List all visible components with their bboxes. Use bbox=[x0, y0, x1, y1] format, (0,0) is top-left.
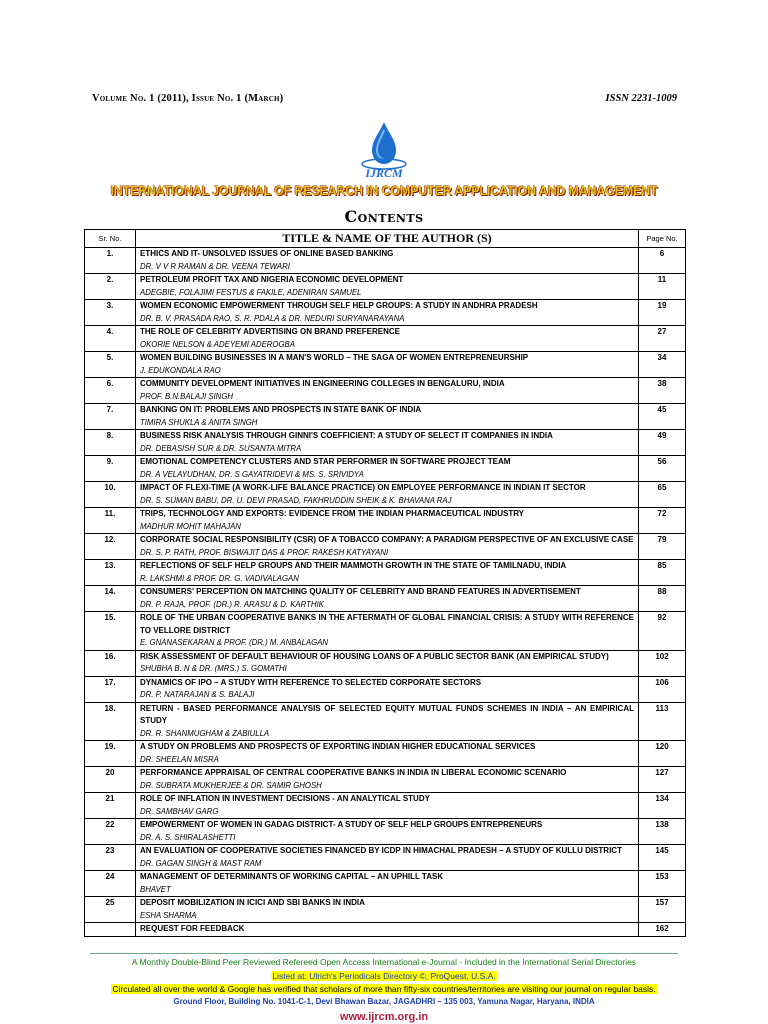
title-cell bbox=[136, 923, 639, 937]
table-row bbox=[85, 560, 686, 586]
article-title[interactable]: REQUEST FOR FEEDBACK bbox=[140, 924, 245, 933]
article-title[interactable]: PETROLEUM PROFIT TAX AND NIGERIA ECONOMIC DEVELOPMENT bbox=[140, 275, 404, 284]
page-no-cell: 65 bbox=[639, 482, 686, 508]
table-row bbox=[85, 871, 686, 897]
table-row bbox=[85, 819, 686, 845]
title-cell bbox=[136, 404, 639, 430]
sr-no-cell: 22 bbox=[85, 819, 136, 845]
footer-address: Ground Floor, Building No. 1041-C-1, Devi Bhawan Bazar, JAGADHRI – 135 003, Yamuna Nagar, Haryana, INDIA bbox=[173, 997, 595, 1006]
page-no-cell: 49 bbox=[639, 430, 686, 456]
article-title[interactable]: IMPACT OF FLEXI-TIME (A WORK-LIFE BALANCE PRACTICE) ON EMPLOYEE PERFORMANCE IN INDIAN IT SECTOR bbox=[140, 483, 586, 492]
contents-table bbox=[84, 229, 686, 937]
table-header-row bbox=[85, 230, 686, 248]
page-no-cell: 85 bbox=[639, 560, 686, 586]
sr-no-cell: 21 bbox=[85, 793, 136, 819]
title-cell bbox=[136, 482, 639, 508]
sr-no-cell: 12. bbox=[85, 534, 136, 560]
table-row bbox=[85, 274, 686, 300]
article-title[interactable]: TRIPS, TECHNOLOGY AND EXPORTS: EVIDENCE FROM THE INDIAN PHARMACEUTICAL INDUSTRY bbox=[140, 509, 525, 518]
article-authors: DR. GAGAN SINGH & MAST RAM bbox=[140, 858, 262, 868]
title-cell bbox=[136, 560, 639, 586]
title-cell bbox=[136, 845, 639, 871]
sr-no-cell: 10. bbox=[85, 482, 136, 508]
sr-no-cell: 11. bbox=[85, 508, 136, 534]
article-authors: DR. S. P. RATH, PROF. BISWAJIT DAS & PROF. RAKESH KATYAYANI bbox=[140, 547, 389, 557]
logo-text: IJRCM bbox=[365, 166, 403, 180]
sr-no-cell: 19. bbox=[85, 741, 136, 767]
title-cell bbox=[136, 650, 639, 676]
volume-issue: Volume No. 1 (2011), Issue No. 1 (March) bbox=[92, 93, 284, 104]
article-authors: PROF. B.N.BALAJI SINGH bbox=[140, 391, 234, 401]
page-no-cell: 120 bbox=[639, 741, 686, 767]
article-authors: BHAVET bbox=[140, 884, 171, 894]
table-row bbox=[85, 741, 686, 767]
journal-title: INTERNATIONAL JOURNAL OF RESEARCH IN COMPUTER APPLICATION AND MANAGEMENT bbox=[110, 184, 658, 198]
title-cell bbox=[136, 586, 639, 612]
sr-no-cell: 8. bbox=[85, 430, 136, 456]
article-authors: SHUBHA B. N & DR. (MRS.) S. GOMATHI bbox=[140, 664, 287, 673]
article-title[interactable]: BANKING ON IT: PROBLEMS AND PROSPECTS IN STATE BANK OF INDIA bbox=[140, 405, 422, 414]
sr-no-cell: 17. bbox=[85, 676, 136, 702]
page-no-cell: 153 bbox=[639, 871, 686, 897]
page-no-cell: 6 bbox=[639, 248, 686, 274]
page-no-header: Page No. bbox=[639, 230, 686, 248]
sr-no-cell: 15. bbox=[85, 612, 136, 651]
sr-no-cell: 4. bbox=[85, 326, 136, 352]
table-row bbox=[85, 404, 686, 430]
table-row bbox=[85, 456, 686, 482]
footer-tagline: A Monthly Double-Blind Peer Reviewed Refereed Open Access International e-Journal - Included in the International Serial Directories bbox=[131, 957, 637, 967]
footer-listing bbox=[0, 971, 768, 981]
article-authors: DR. R. SHANMUGHAM & ZABIULLA bbox=[140, 728, 270, 738]
page-no-cell: 102 bbox=[639, 650, 686, 676]
footer-rule bbox=[90, 953, 678, 954]
table-row bbox=[85, 702, 686, 741]
article-authors: DR. SHEELAN MISRA bbox=[140, 754, 219, 764]
page-no-cell: 88 bbox=[639, 586, 686, 612]
article-title[interactable]: ROLE OF THE URBAN COOPERATIVE BANKS IN THE AFTERMATH OF GLOBAL FINANCIAL CRISIS: A STUDY WITH REFERENCE TO VELLORE DISTRICT bbox=[140, 613, 634, 635]
issn: ISSN 2231-1009 bbox=[605, 93, 677, 104]
article-title[interactable]: RETURN - BASED PERFORMANCE ANALYSIS OF SELECTED EQUITY MUTUAL FUNDS SCHEMES IN INDIA – AN EMPIRICAL STUDY bbox=[140, 703, 634, 725]
title-header: TITLE & NAME OF THE AUTHOR (S) bbox=[136, 230, 639, 248]
article-title[interactable]: DYNAMICS OF IPO – A STUDY WITH REFERENCE TO SELECTED CORPORATE SECTORS bbox=[140, 677, 482, 687]
page-no-cell: 113 bbox=[639, 702, 686, 741]
article-authors: DR. A VELAYUDHAN, DR. S GAYATRIDEVI & MS. S. SRIVIDYA bbox=[140, 469, 364, 479]
table-row bbox=[85, 248, 686, 274]
article-authors: DR. B. V. PRASADA RAO, S. R. PDALA & DR. NEDURI SURYANARAYANA bbox=[140, 313, 405, 323]
article-authors: DR. SUBRATA MUKHERJEE & DR. SAMIR GHOSH bbox=[140, 780, 322, 790]
article-title[interactable]: WOMEN BUILDING BUSINESSES IN A MAN'S WORLD – THE SAGA OF WOMEN ENTREPRENEURSHIP bbox=[140, 353, 529, 362]
table-row bbox=[85, 482, 686, 508]
article-authors: ADEGBIE, FOLAJIMI FESTUS & FAKILE, ADENIRAN SAMUEL bbox=[140, 287, 362, 297]
title-cell bbox=[136, 508, 639, 534]
table-row bbox=[85, 586, 686, 612]
sr-no-cell: 24 bbox=[85, 871, 136, 897]
title-cell bbox=[136, 300, 639, 326]
running-header bbox=[92, 93, 677, 107]
page-no-cell: 79 bbox=[639, 534, 686, 560]
table-row bbox=[85, 508, 686, 534]
article-authors: DR. A. S. SHIRALASHETTI bbox=[140, 832, 236, 842]
table-row bbox=[85, 793, 686, 819]
sr-no-cell: 9. bbox=[85, 456, 136, 482]
title-cell bbox=[136, 897, 639, 923]
ijrcm-logo bbox=[352, 120, 416, 180]
footer-listing-text: Listed at: Ulrich's Periodicals Directory ©, ProQuest, U.S.A. bbox=[272, 971, 496, 981]
sr-no-cell: 7. bbox=[85, 404, 136, 430]
page-no-cell: 72 bbox=[639, 508, 686, 534]
article-title[interactable]: CONSUMERS' PERCEPTION ON MATCHING QUALITY OF CELEBRITY AND BRAND FEATURES IN ADVERTISEMENT bbox=[140, 587, 581, 596]
page-no-cell: 38 bbox=[639, 378, 686, 404]
article-authors: DR. SAMBHAV GARG bbox=[140, 806, 219, 816]
page-no-cell: 34 bbox=[639, 352, 686, 378]
title-cell bbox=[136, 871, 639, 897]
table-row bbox=[85, 897, 686, 923]
article-title[interactable]: WOMEN ECONOMIC EMPOWERMENT THROUGH SELF HELP GROUPS: A STUDY IN ANDHRA PRADESH bbox=[140, 301, 538, 310]
page-no-cell: 138 bbox=[639, 819, 686, 845]
sr-no-cell: 23 bbox=[85, 845, 136, 871]
article-title[interactable]: ETHICS AND IT- UNSOLVED ISSUES OF ONLINE BASED BANKING bbox=[140, 249, 394, 258]
sr-no-cell: 1. bbox=[85, 248, 136, 274]
article-title[interactable]: EMPOWERMENT OF WOMEN IN GADAG DISTRICT- A STUDY OF SELF HELP GROUPS ENTREPRENEURS bbox=[140, 820, 543, 829]
article-title[interactable]: DEPOSIT MOBILIZATION IN ICICI AND SBI BANKS IN INDIA bbox=[140, 898, 365, 907]
footer-website-link[interactable]: www.ijrcm.org.in bbox=[339, 1011, 429, 1023]
table-row bbox=[85, 676, 686, 702]
article-authors: E. GNANASEKARAN & PROF. (DR.) M. ANBALAGAN bbox=[140, 638, 329, 647]
sr-no-cell: 16. bbox=[85, 650, 136, 676]
page-no-cell: 134 bbox=[639, 793, 686, 819]
footer-circulation-text: Circulated all over the world & Google has verified that scholars of more than fifty-six countries/territories are visiting our journal on regular basis. bbox=[112, 984, 656, 994]
title-cell bbox=[136, 819, 639, 845]
title-cell bbox=[136, 612, 639, 651]
article-authors: DR. P. RAJA, PROF. (DR.) R. ARASU & D. KARTHIK bbox=[140, 599, 324, 609]
article-authors: J. EDUKONDALA RAO bbox=[140, 365, 221, 375]
title-cell bbox=[136, 741, 639, 767]
page-no-cell: 92 bbox=[639, 612, 686, 651]
article-authors: DR. S. SUMAN BABU, DR. U. DEVI PRASAD, FAKHRUDDIN SHEIK & K. BHAVANA RAJ bbox=[140, 495, 452, 505]
title-cell bbox=[136, 430, 639, 456]
table-row bbox=[85, 430, 686, 456]
sr-no-cell: 13. bbox=[85, 560, 136, 586]
sr-no-cell: 3. bbox=[85, 300, 136, 326]
article-title[interactable]: REFLECTIONS OF SELF HELP GROUPS AND THEIR MAMMOTH GROWTH IN THE STATE OF TAMILNADU, INDIA bbox=[140, 561, 567, 570]
title-cell bbox=[136, 793, 639, 819]
table-row bbox=[85, 845, 686, 871]
article-authors: DR. DEBASISH SUR & DR. SUSANTA MITRA bbox=[140, 443, 302, 453]
article-authors: ESHA SHARMA bbox=[140, 910, 197, 920]
article-title[interactable]: BUSINESS RISK ANALYSIS THROUGH GINNI'S COEFFICIENT: A STUDY OF SELECT IT COMPANIES IN INDIA bbox=[140, 431, 553, 440]
sr-no-cell: 6. bbox=[85, 378, 136, 404]
article-title[interactable]: RISK ASSESSMENT OF DEFAULT BEHAVIOUR OF HOUSING LOANS OF A PUBLIC SECTOR BANK (AN EMPIRICAL STUDY) bbox=[140, 651, 609, 661]
title-cell bbox=[136, 767, 639, 793]
page-no-cell: 106 bbox=[639, 676, 686, 702]
article-title[interactable]: ROLE OF INFLATION IN INVESTMENT DECISIONS - AN ANALYTICAL STUDY bbox=[140, 794, 430, 803]
contents-heading: Contents bbox=[344, 207, 424, 226]
title-cell bbox=[136, 352, 639, 378]
title-cell bbox=[136, 702, 639, 741]
sr-no-cell: 2. bbox=[85, 274, 136, 300]
article-title[interactable]: A STUDY ON PROBLEMS AND PROSPECTS OF EXPORTING INDIAN HIGHER EDUCATIONAL SERVICES bbox=[140, 742, 536, 751]
page-no-cell: 157 bbox=[639, 897, 686, 923]
sr-no-cell: 5. bbox=[85, 352, 136, 378]
page-no-cell: 127 bbox=[639, 767, 686, 793]
title-cell bbox=[136, 534, 639, 560]
table-row bbox=[85, 612, 686, 651]
table-row bbox=[85, 326, 686, 352]
sr-no-cell bbox=[85, 923, 136, 937]
article-title[interactable]: MANAGEMENT OF DETERMINANTS OF WORKING CAPITAL – AN UPHILL TASK bbox=[140, 872, 444, 881]
page-no-cell: 145 bbox=[639, 845, 686, 871]
article-title[interactable]: THE ROLE OF CELEBRITY ADVERTISING ON BRAND PREFERENCE bbox=[140, 327, 401, 336]
table-row bbox=[85, 923, 686, 937]
title-cell bbox=[136, 274, 639, 300]
article-authors: TIMIRA SHUKLA & ANITA SINGH bbox=[140, 417, 258, 427]
table-row bbox=[85, 650, 686, 676]
page-no-cell: 27 bbox=[639, 326, 686, 352]
title-cell bbox=[136, 248, 639, 274]
sr-no-header: Sr. No. bbox=[85, 230, 136, 248]
page-no-cell: 11 bbox=[639, 274, 686, 300]
footer-circulation bbox=[0, 984, 768, 994]
table-row bbox=[85, 352, 686, 378]
article-authors: OKORIE NELSON & ADEYEMI ADEROGBA bbox=[140, 339, 295, 349]
title-cell bbox=[136, 378, 639, 404]
page-no-cell: 162 bbox=[639, 923, 686, 937]
article-authors: DR. P. NATARAJAN & S. BALAJI bbox=[140, 690, 255, 699]
article-authors: R. LAKSHMI & PROF. DR. G. VADIVALAGAN bbox=[140, 573, 299, 583]
page-no-cell: 19 bbox=[639, 300, 686, 326]
article-authors: MADHUR MOHIT MAHAJAN bbox=[140, 521, 241, 531]
sr-no-cell: 18. bbox=[85, 702, 136, 741]
title-cell bbox=[136, 326, 639, 352]
sr-no-cell: 20 bbox=[85, 767, 136, 793]
article-title[interactable]: COMMUNITY DEVELOPMENT INITIATIVES IN ENGINEERING COLLEGES IN BENGALURU, INDIA bbox=[140, 379, 505, 388]
page-no-cell: 56 bbox=[639, 456, 686, 482]
table-row bbox=[85, 767, 686, 793]
sr-no-cell: 25 bbox=[85, 897, 136, 923]
title-cell bbox=[136, 676, 639, 702]
article-authors: DR. V V R RAMAN & DR. VEENA TEWARI bbox=[140, 261, 290, 271]
table-row bbox=[85, 534, 686, 560]
article-title[interactable]: EMOTIONAL COMPETENCY CLUSTERS AND STAR PERFORMER IN SOFTWARE PROJECT TEAM bbox=[140, 457, 511, 466]
page-no-cell: 45 bbox=[639, 404, 686, 430]
table-row bbox=[85, 378, 686, 404]
title-cell bbox=[136, 456, 639, 482]
sr-no-cell: 14. bbox=[85, 586, 136, 612]
article-title[interactable]: CORPORATE SOCIAL RESPONSIBILITY (CSR) OF A TOBACCO COMPANY: A PARADIGM PERSPECTIVE OF AN EXCLUSIVE CASE bbox=[140, 535, 634, 544]
article-title[interactable]: PERFORMANCE APPRAISAL OF CENTRAL COOPERATIVE BANKS IN INDIA IN LIBERAL ECONOMIC SCENARIO bbox=[140, 768, 567, 777]
table-row bbox=[85, 300, 686, 326]
article-title[interactable]: AN EVALUATION OF COOPERATIVE SOCIETIES FINANCED BY ICDP IN HIMACHAL PRADESH – A STUDY OF KULLU DISTRICT bbox=[140, 846, 622, 855]
